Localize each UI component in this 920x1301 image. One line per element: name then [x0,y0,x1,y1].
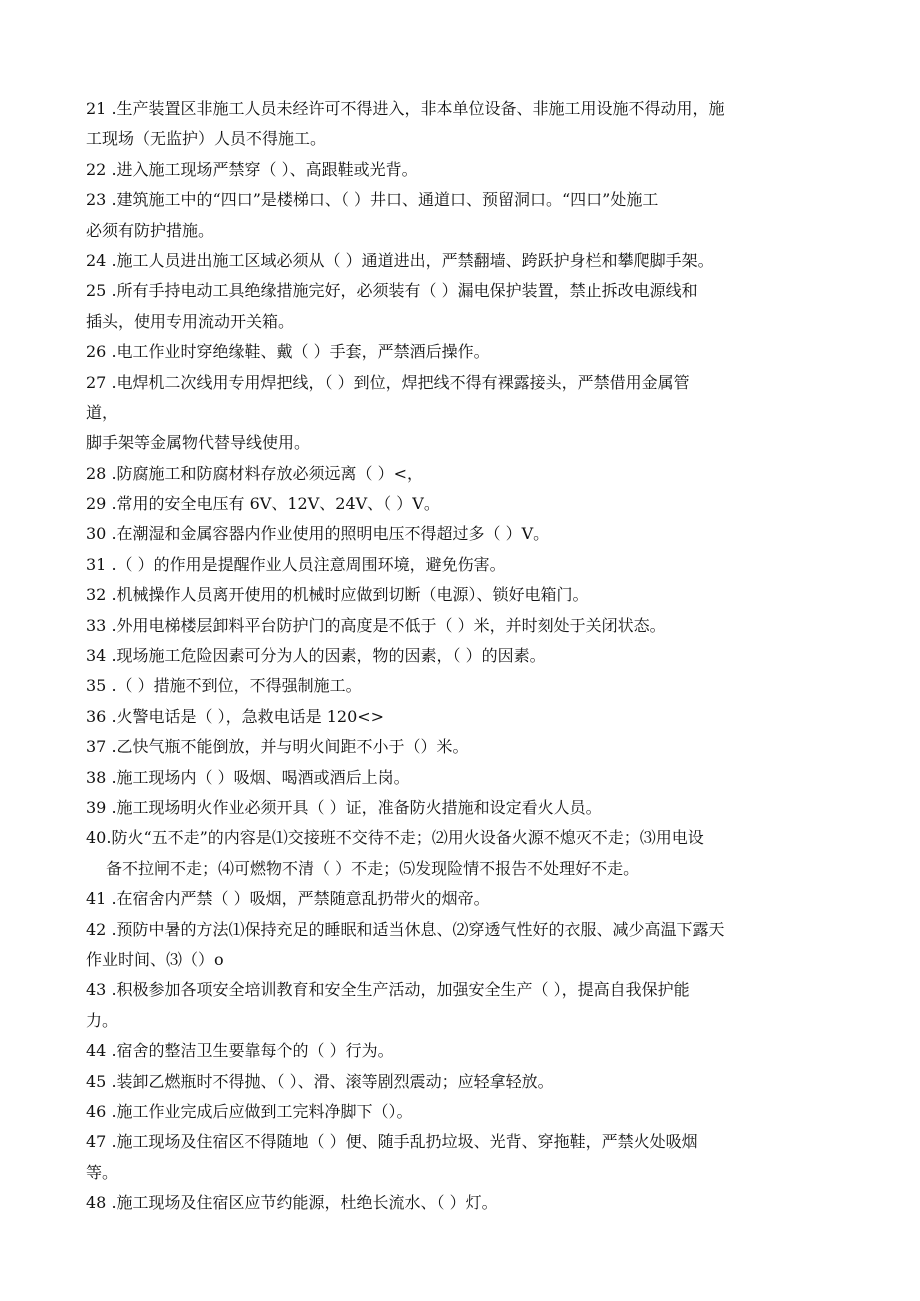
text-line: 31 .（ ）的作用是提醒作业人员注意周围环境，避免伤害。 [86,554,506,574]
text-line: 27 .电焊机二次线用专用焊把线，（ ）到位，焊把线不得有裸露接头，严禁借用金属管 [86,372,690,392]
text-line: 等。 [86,1162,119,1182]
text-line: 35 .（ ）措施不到位，不得强制施工。 [86,676,362,696]
text-line: 29 .常用的安全电压有 6V、12V、24V、（ ）V。 [86,494,440,514]
text-line: 25 .所有手持电动工具绝缘措施完好，必须装有（ ）漏电保护装置，禁止拆改电源线和 [86,281,698,301]
text-line: 工现场（无监护）人员不得施工。 [86,129,327,149]
text-line: 37 .乙快气瓶不能倒放，并与明火间距不小于（）米。 [86,737,469,757]
text-line: 48 .施工现场及住宿区应节约能源，杜绝长流水、（ ）灯。 [86,1193,498,1213]
text-line: 32 .机械操作人员离开使用的机械时应做到切断（电源）、锁好电箱门。 [86,585,589,605]
text-line: 22 .进入施工现场严禁穿（ ）、高跟鞋或光背。 [86,159,418,179]
text-line: 39 .施工现场明火作业必须开具（ ）证，准备防火措施和设定看火人员。 [86,797,602,817]
text-line: 41 .在宿舍内严禁（ ）吸烟，严禁随意乱扔带火的烟帝。 [86,889,490,909]
text-line: 23 .建筑施工中的“四口”是楼梯口、（ ）井口、通道口、预留洞口。“四口”处施工 [86,190,659,210]
text-line: 插头，使用专用流动开关箱。 [86,311,295,331]
text-line: 40.防火“五不走”的内容是⑴交接班不交待不走；⑵用火设备火源不熄灭不走；⑶用电设 [86,828,704,848]
text-line: 36 .火警电话是（ ），急救电话是 120<> [86,706,385,726]
text-line: 道， [86,402,119,422]
text-line: 38 .施工现场内（ ）吸烟、喝酒或酒后上岗。 [86,767,410,787]
text-line: 24 .施工人员进出施工区域必须从（ ）通道进出，严禁翻墙、跨跃护身栏和攀爬脚手架。 [86,250,714,270]
text-line: 47 .施工现场及住宿区不得随地（ ）便、随手乱扔垃圾、光背、穿拖鞋，严禁火处吸烟 [86,1132,698,1152]
text-line: 33 .外用电梯楼层卸料平台防护门的高度是不低于（ ）米，并时刻处于关闭状态。 [86,615,666,635]
text-line: 30 .在潮湿和金属容器内作业使用的照明电压不得超过多（ ）V。 [86,524,550,544]
text-line: 28 .防腐施工和防腐材料存放必须远离（ ）<， [86,463,424,483]
text-line: 43 .积极参加各项安全培训教育和安全生产活动，加强安全生产（ ），提高自我保护能 [86,980,690,1000]
text-line: 44 .宿舍的整洁卫生要靠每个的（ ）行为。 [86,1041,394,1061]
text-line: 21 .生产装置区非施工人员未经许可不得进入，非本单位设备、非施工用设施不得动用，施 [86,99,725,118]
text-line: 45 .装卸乙燃瓶时不得抛、（ ）、滑、滚等剧烈震动；应轻拿轻放。 [86,1071,554,1091]
text-line: 作业时间、⑶（）o [86,949,224,969]
text-line: 46 .施工作业完成后应做到工完料净脚下（）。 [86,1101,413,1121]
text-line: 脚手架等金属物代替导线使用。 [86,433,311,453]
text-line: 必须有防护措施。 [86,220,215,240]
text-line: 备不拉闸不走；⑷可燃物不清（ ）不走；⑸发现险情不报告不处理好不走。 [106,858,640,878]
text-line: 42 .预防中暑的方法⑴保持充足的睡眠和适当休息、⑵穿透气性好的衣服、减少高温下露天 [86,919,725,939]
text-line: 34 .现场施工危险因素可分为人的因素，物的因素，（ ）的因素。 [86,646,546,666]
text-line: 26 .电工作业时穿绝缘鞋、戴（ ）手套，严禁酒后操作。 [86,342,490,362]
text-line: 力。 [86,1010,119,1030]
document-page [86,94,838,1218]
